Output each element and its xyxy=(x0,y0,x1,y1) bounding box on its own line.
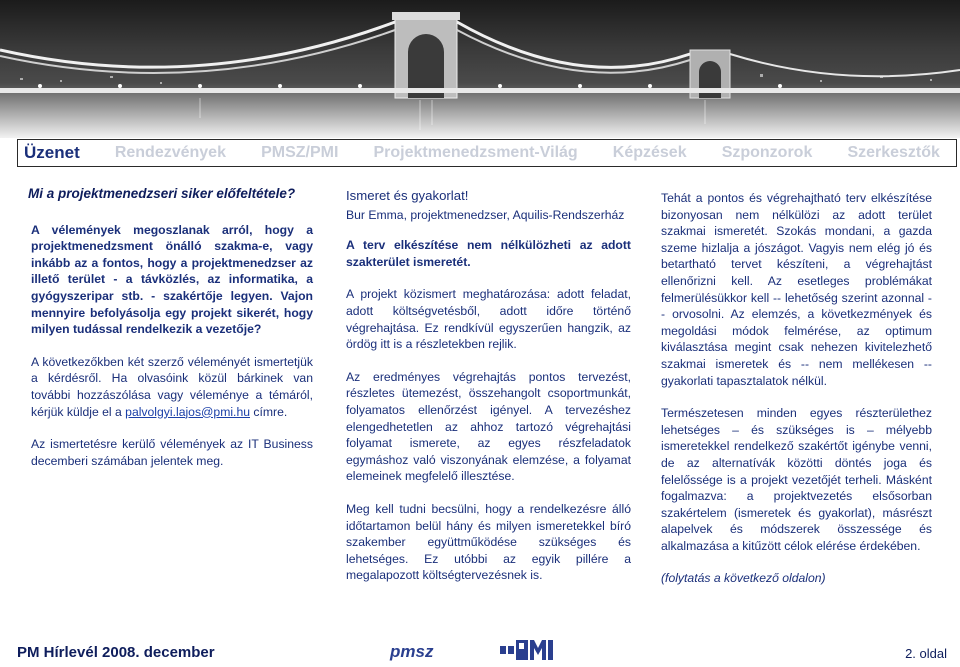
article-paragraph-4: Tehát a pontos és végrehajtható terv elkészítése bizonyosan nem nélkülözi az adott terület szakmai ismeretét. Szokás mondani, a gazda szeme hizlalja a jószágot. Vagyis nem elég jó és betartható tervet készíteni, a végrehajtást ellenőrizni kell. Az esetleges problémákat felmerülésükkor kell -- lehetőség szerint azonnal -- orvosolni. Az elemzés, a következmények és megoldási módok felmérése, az optimum kiválasztása megint csak nehezen kivitelezhető szakmai ismeretek és -- nem mellékesen -- gyakorlati tapasztalatok nélkül. xyxy=(661,191,932,388)
article-paragraph-2: Az eredményes végrehajtás pontos tervezést, részletes ütemezést, összehangolt csoportmunkát, folyamatos ellenőrzést igényel. A tervezéshez elengedhetetlen az ahhoz tartozó végrehajtási folyamat ismerete, az egyes részfeladatok egymáshoz való viszonyának elemzése, a folyamat elemeinek megfelelő illesztése. xyxy=(346,369,631,484)
contact-text: Ha olvasóink közül bárkinek van további hozzászólása vagy véleménye a témáról, kérjük küldje el a xyxy=(31,371,313,419)
newsletter-issue: PM Hírlevél 2008. december xyxy=(17,644,215,661)
article-author: Bur Emma, projektmenedzser, Aquilis-Rendszerház xyxy=(346,207,625,222)
article-paragraph-1: A projekt közismert meghatározása: adott feladat, adott költségvetésből, adott időre történő végrehajtása. Ez rendkívül egyszerűen hangzik, az ördög itt is a részletekben rejlik. xyxy=(346,287,631,352)
article-heading: Ismeret és gyakorlat! xyxy=(346,188,469,203)
contact-paragraph xyxy=(31,354,313,420)
pmsz-logo: pmsz xyxy=(390,642,434,661)
pmi-logo xyxy=(500,638,556,667)
article-question-title: Mi a projektmenedzseri siker előfeltétele? xyxy=(28,186,296,201)
pmi-logo-icon xyxy=(500,638,556,662)
header-banner-photo xyxy=(0,0,960,138)
nav-pmsz-pmi[interactable]: PMSZ/PMI xyxy=(261,144,339,161)
nav-projektmenedzsment-vilag[interactable]: Projektmenedzsment-Világ xyxy=(373,144,578,161)
nav-rendezvenyek[interactable]: Rendezvények xyxy=(114,144,226,161)
article-paragraph-5: Természetesen minden egyes részterülethez lehetséges – és szükséges is – mélyebb ismeretekkel rendelkező szakértőt igénybe venni, de az alternatívák közötti döntés joga és felelőssége is a projekt vezetőjét terheli. Másként fogalmazva: a projektvezetés elsősorban szakértelem (ismeretek és gyakorlat), másrészt alapelvek és módszerek összessége és alkalmazása a kitűzött célok elérése érdekében. xyxy=(661,406,932,553)
nav-uzenet[interactable]: Üzenet xyxy=(24,143,80,162)
intro-paragraph: A vélemények megoszlanak arról, hogy a projektmenedzsment önálló szakma-e, vagy inkább az a fontos, hogy a projektmenedzser az illető terület - a távközlés, az informatika, a gyógyszeripar stb. - szakértője legyen. Vajon mennyire befolyásolja egy projekt sikerét, hogy milyen tudással rendelkezik a vezetője? xyxy=(31,222,313,337)
column-left xyxy=(28,186,313,485)
main-navigation xyxy=(17,139,957,167)
chain-bridge-illustration xyxy=(0,0,960,138)
column-middle xyxy=(346,188,631,600)
column-right xyxy=(661,190,932,603)
nav-szponzorok[interactable]: Szponzorok xyxy=(721,144,813,161)
email-link[interactable]: palvolgyi.lajos@pmi.hu xyxy=(125,404,250,419)
contact-text-end: címre. xyxy=(250,404,288,419)
nav-szerkesztok[interactable]: Szerkesztők xyxy=(847,144,940,161)
page-number: 2. oldal xyxy=(905,646,947,661)
continued-note: (folytatás a következő oldalon) xyxy=(661,571,826,586)
nav-kepzesek[interactable]: Képzések xyxy=(612,144,687,161)
article-paragraph-3: Meg kell tudni becsülni, hogy a rendelkezésre álló időtartamon belül hány és milyen ismeretekkel bíró szakember együttműködése szükséges és lehetséges. Ez utóbbi az egyik pillére a megalapozott költségtervezésnek is. xyxy=(346,501,631,583)
article-lead: A terv elkészítése nem nélkülözheti az adott szakterület ismeretét. xyxy=(346,238,631,269)
two-authors-text: A következőkben két szerző véleményét ismertetjük a kérdésről. xyxy=(31,354,313,386)
source-paragraph: Az ismertetésre kerülő vélemények az IT Business decemberi számában jelentek meg. xyxy=(31,437,313,468)
